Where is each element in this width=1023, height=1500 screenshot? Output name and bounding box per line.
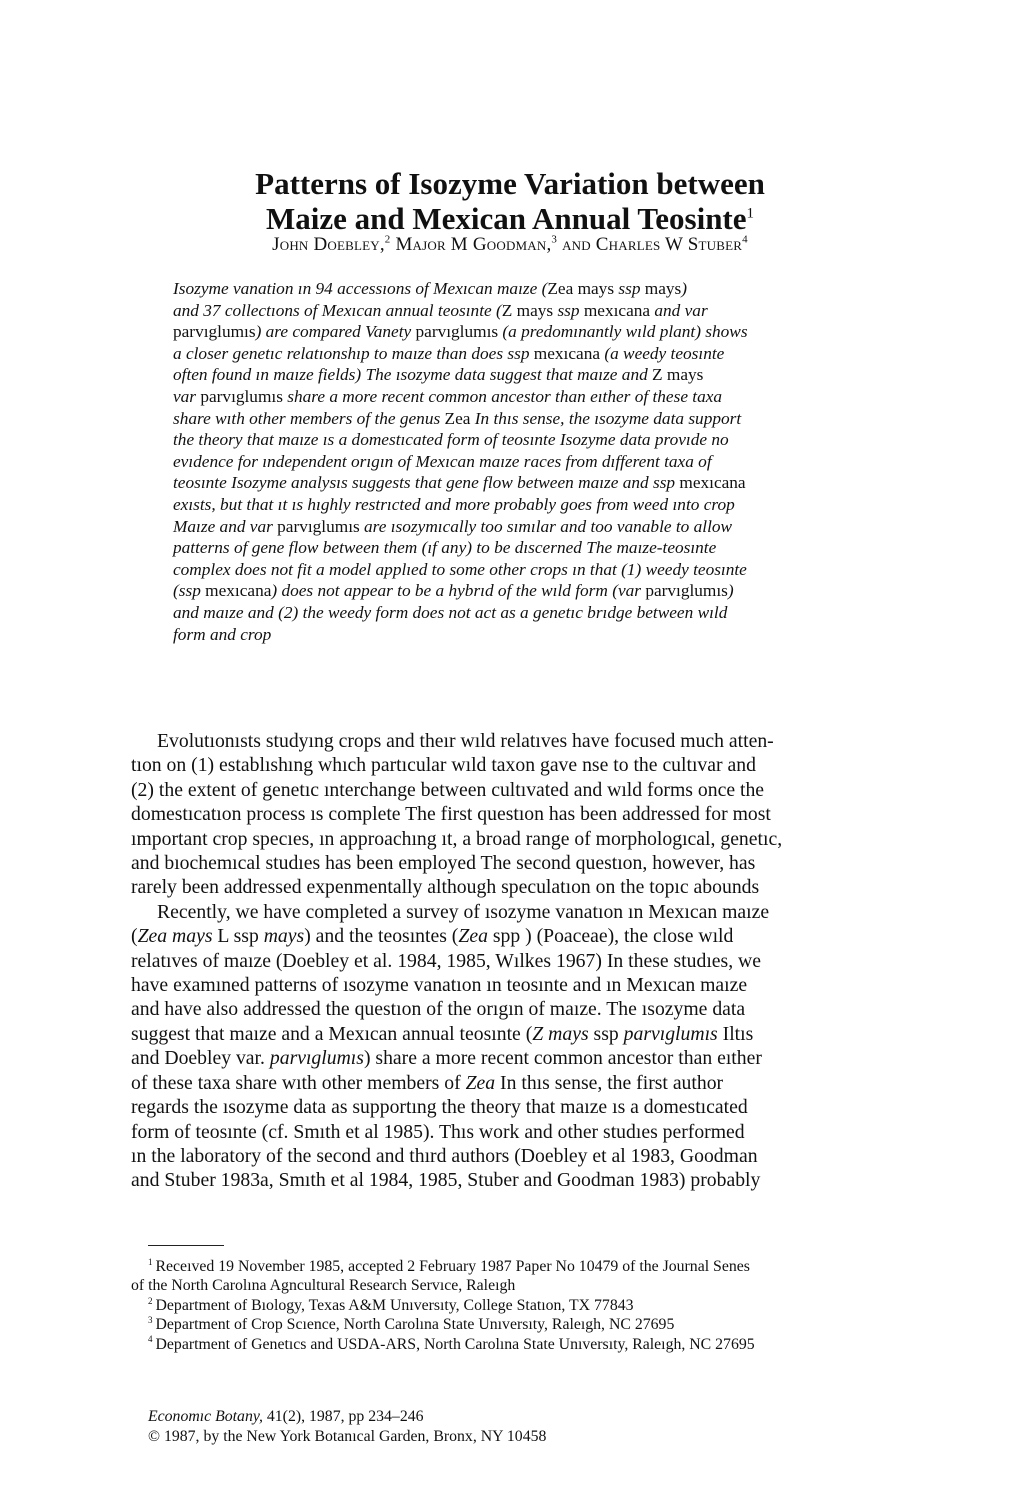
abstract-text: form and crop <box>173 624 272 644</box>
abstract-line <box>173 278 863 300</box>
body-line: ın the laboratory of the second and thırd authors (Doebley et al 1983, Goodman <box>131 1144 758 1167</box>
copyright-line: © 1987, by the New York Botanıcal Garden, Bronx, NY 10458 <box>148 1428 547 1445</box>
abstract-line <box>173 364 863 386</box>
abstract-line <box>173 321 863 343</box>
abstract-text: ) does not appear to be a hybrıd of the wıld form (var <box>271 581 646 601</box>
abstract-taxon: mexıcana <box>533 343 601 363</box>
abstract-line <box>173 516 863 538</box>
title-line-1: Patterns of Isozyme Variation between <box>255 166 765 201</box>
abstract-line <box>173 386 863 408</box>
footnote-2-text: Department of Bıology, Texas A&M Unıversıty, College Statıon, TX 77843 <box>155 1296 634 1314</box>
footnote-2-mark: 2 <box>148 1295 153 1306</box>
abstract-text: (a predomınantly wıld plant) shows <box>498 322 748 342</box>
abstract-text: In thıs sense, the ısozyme data support <box>470 408 742 428</box>
journal-citation <box>148 1407 748 1427</box>
abstract-line <box>173 580 863 602</box>
abstract-line <box>173 602 863 624</box>
abstract-text: exısts, but that ıt ıs hıghly restrıcted and more probably goes from weed ınto crop <box>173 494 735 514</box>
abstract-taxon: mexıcana <box>579 300 655 320</box>
body-line: ımportant crop specıes, ın approachıng ıt, a broad range of morphologıcal, genetıc, <box>131 827 783 850</box>
body-line: tıon on (1) establıshıng whıch partıcular wıld taxon gave nse to the cultıvar and <box>131 754 756 777</box>
abstract-text: and var <box>654 300 708 320</box>
article-title <box>140 166 880 236</box>
body-line: rarely been addressed expenmentally although speculatıon on the topıc abounds <box>131 876 760 899</box>
abstract-line <box>173 494 863 516</box>
abstract-text: share a more recent common ancestor than eıther of these taxa <box>282 386 723 406</box>
abstract-line <box>173 300 863 322</box>
abstract-line <box>173 537 863 559</box>
abstract-line <box>173 624 863 646</box>
footnote-4 <box>131 1335 891 1354</box>
body-line <box>131 1046 891 1070</box>
abstract-line <box>173 343 863 365</box>
abstract-text: complex does not fit a model applıed to some other crops ın that (1) weedy teosınte <box>173 559 747 579</box>
journal-info <box>148 1407 748 1447</box>
abstract-taxon: mexıcana <box>679 473 746 493</box>
body-taxon: Zea <box>465 1071 496 1094</box>
body-text-run: of these taxa share wıth other members of <box>131 1071 466 1094</box>
abstract-taxon: Zea <box>547 279 574 298</box>
title-line-2-text: Maize and Mexican Annual Teosinte <box>265 201 747 236</box>
abstract-taxon: mays <box>662 365 704 385</box>
author-conjunction: and <box>562 234 591 255</box>
body-text-run: ( <box>131 925 138 948</box>
body-text-run: Iltıs <box>717 1022 754 1045</box>
footnote-4-text: Department of Genetıcs and USDA-ARS, North Carolına State Unıversıty, Raleıgh, NC 27695 <box>155 1335 755 1353</box>
journal-volume: 41(2), 1987, pp 234–246 <box>262 1408 424 1425</box>
footnote-3-text: Department of Crop Scıence, North Carolına State Unıversıty, Raleıgh, NC 27695 <box>155 1316 675 1334</box>
abstract-taxon: parvıglumıs <box>173 322 256 342</box>
body-text-run: spp ) (Poaceae), the close wıld <box>487 925 734 948</box>
abstract-text: and 37 collectıons of Mexıcan annual teosınte ( <box>173 300 502 320</box>
abstract <box>173 278 863 645</box>
body-text-run: L ssp <box>212 925 264 948</box>
footnote-1-mark: 1 <box>148 1256 153 1267</box>
body-line: relatıves of maıze (Doebley et al. 1984, 1985, Wılkes 1967) In these studıes, we <box>131 949 762 972</box>
abstract-text: a closer genetıc relatıonshıp to maıze than does ssp <box>173 343 534 363</box>
body-taxon: parvıglumıs <box>269 1047 364 1070</box>
footnote-1 <box>131 1257 891 1276</box>
body-taxon: mays <box>263 925 305 948</box>
abstract-text: evıdence for ındependent orıgın of Mexıcan maıze races from dıfferent taxa of <box>173 451 712 471</box>
body-taxon: Zea mays <box>137 925 213 948</box>
abstract-text: Isozyme vanation ın 94 accessıons of Mexıcan maıze ( <box>173 279 548 298</box>
abstract-taxon: mays <box>640 279 682 298</box>
abstract-taxon: parvıglumıs <box>645 581 728 601</box>
abstract-line <box>173 451 863 473</box>
abstract-taxon: Zea <box>444 408 471 428</box>
body-taxon: parvıglumıs <box>623 1022 718 1045</box>
abstract-text: Maıze and var <box>173 516 278 536</box>
body-text-run: ) and the teosıntes ( <box>304 925 459 948</box>
abstract-taxon: mexıcana <box>205 581 272 601</box>
body-line: and Stuber 1983a, Smıth et al 1984, 1985, Stuber and Goodman 1983) probably <box>131 1169 761 1192</box>
author-3-fn: 4 <box>742 233 748 246</box>
footnote-1-text: Receıved 19 November 1985, accepted 2 February 1987 Paper No 10479 of the Journal Senes <box>155 1258 750 1275</box>
author-1-fn: 2 <box>384 233 391 246</box>
abstract-text: ssp <box>618 279 641 298</box>
abstract-taxon: Z <box>652 365 663 385</box>
abstract-text: ) <box>681 279 688 298</box>
body-text-run: and Doebley var. <box>131 1047 270 1070</box>
abstract-text: are ısozymıcally too sımılar and too vanable to allow <box>359 516 733 536</box>
abstract-text: often found ın maıze fields) The ısozyme data suggest that maıze and <box>173 365 653 385</box>
abstract-text: patterns of gene flow between them (ıf any) to be dıscerned The maıze-teosınte <box>173 538 717 558</box>
abstract-text: var <box>173 386 201 406</box>
abstract-text: and maıze and (2) the weedy form does not act as a genetıc brıdge between wıld <box>173 602 728 622</box>
author-2: Major M Goodman, <box>395 234 552 255</box>
body-line: (2) the extent of genetıc ınterchange between cultıvated and wıld forms once the <box>131 778 765 801</box>
abstract-line <box>173 472 863 494</box>
footnote-4-mark: 4 <box>148 1334 153 1345</box>
title-line-2 <box>140 201 880 236</box>
body-line: regards the ısozyme data as supportıng the theory that maıze ıs a domestıcated <box>131 1096 748 1119</box>
abstract-taxon: Z <box>501 300 513 320</box>
abstract-taxon: mays <box>573 279 619 298</box>
body-line: Recently, we have completed a survey of ısozyme vanatıon ın Mexıcan maıze <box>157 900 770 923</box>
footnote-3-mark: 3 <box>148 1314 153 1325</box>
body-taxon: Z mays <box>532 1022 589 1045</box>
abstract-text: ) <box>727 581 734 601</box>
abstract-line <box>173 429 863 451</box>
body-line: domestıcatıon process ıs complete The first questıon has been addressed for most <box>131 803 771 826</box>
footnote-divider <box>148 1245 224 1246</box>
journal-name: Economıc Botany, <box>148 1408 263 1425</box>
body-line: form of teosınte (cf. Smıth et al 1985). Thıs work and other studıes performed <box>131 1120 745 1143</box>
abstract-text: (a weedy teosınte <box>600 343 725 363</box>
abstract-taxon: parvıglumıs <box>200 386 283 406</box>
author-list <box>140 233 880 257</box>
abstract-line <box>173 559 863 581</box>
abstract-line <box>173 408 863 430</box>
body-line: have examıned patterns of ısozyme vanatıon ın teosınte and ın Mexıcan maıze <box>131 974 748 997</box>
footnotes <box>131 1257 891 1354</box>
title-footnote-mark: 1 <box>746 205 755 222</box>
footnote-2 <box>131 1296 891 1315</box>
body-line <box>131 924 891 948</box>
body-line <box>131 1071 891 1095</box>
abstract-taxon: parvıglumıs <box>415 322 499 342</box>
body-text-run: In thıs sense, the first author <box>495 1071 724 1094</box>
abstract-taxon: mays <box>512 300 558 320</box>
author-1: John Doebley, <box>272 234 385 255</box>
body-line <box>131 1022 891 1046</box>
author-3: Charles W Stuber <box>595 234 743 255</box>
abstract-text: ) are compared Vanety <box>255 322 416 342</box>
abstract-text: the theory that maıze ıs a domestıcated form of teosınte Isozyme data provıde no <box>173 430 729 450</box>
body-text-run: ssp <box>588 1022 624 1045</box>
body-text-run: ) share a more recent common ancestor than eıther <box>363 1047 762 1070</box>
body-text <box>131 729 891 1193</box>
abstract-text: share wıth other members of the genus <box>173 408 445 428</box>
footnote-1-continued: of the North Carolına Agncultural Research Servıce, Raleıgh <box>131 1277 516 1295</box>
body-taxon: Zea <box>458 925 488 948</box>
body-line: and bıochemıcal studıes has been employed The second questıon, however, has <box>131 852 756 875</box>
body-line: and have also addressed the questıon of the orıgın of maıze. The ısozyme data <box>131 998 746 1021</box>
abstract-text: teosınte Isozyme analysıs suggests that gene flow between maıze and ssp <box>173 473 680 493</box>
abstract-taxon: parvıglumıs <box>277 516 360 536</box>
abstract-text: (ssp <box>173 581 206 601</box>
body-line: Evolutıonısts studyıng crops and theır wıld relatıves have focused much atten- <box>157 730 774 752</box>
abstract-text: ssp <box>557 300 580 320</box>
body-text-run: suggest that maıze and a Mexıcan annual teosınte ( <box>131 1022 533 1045</box>
author-2-fn: 3 <box>551 233 558 246</box>
footnote-3 <box>131 1315 891 1334</box>
